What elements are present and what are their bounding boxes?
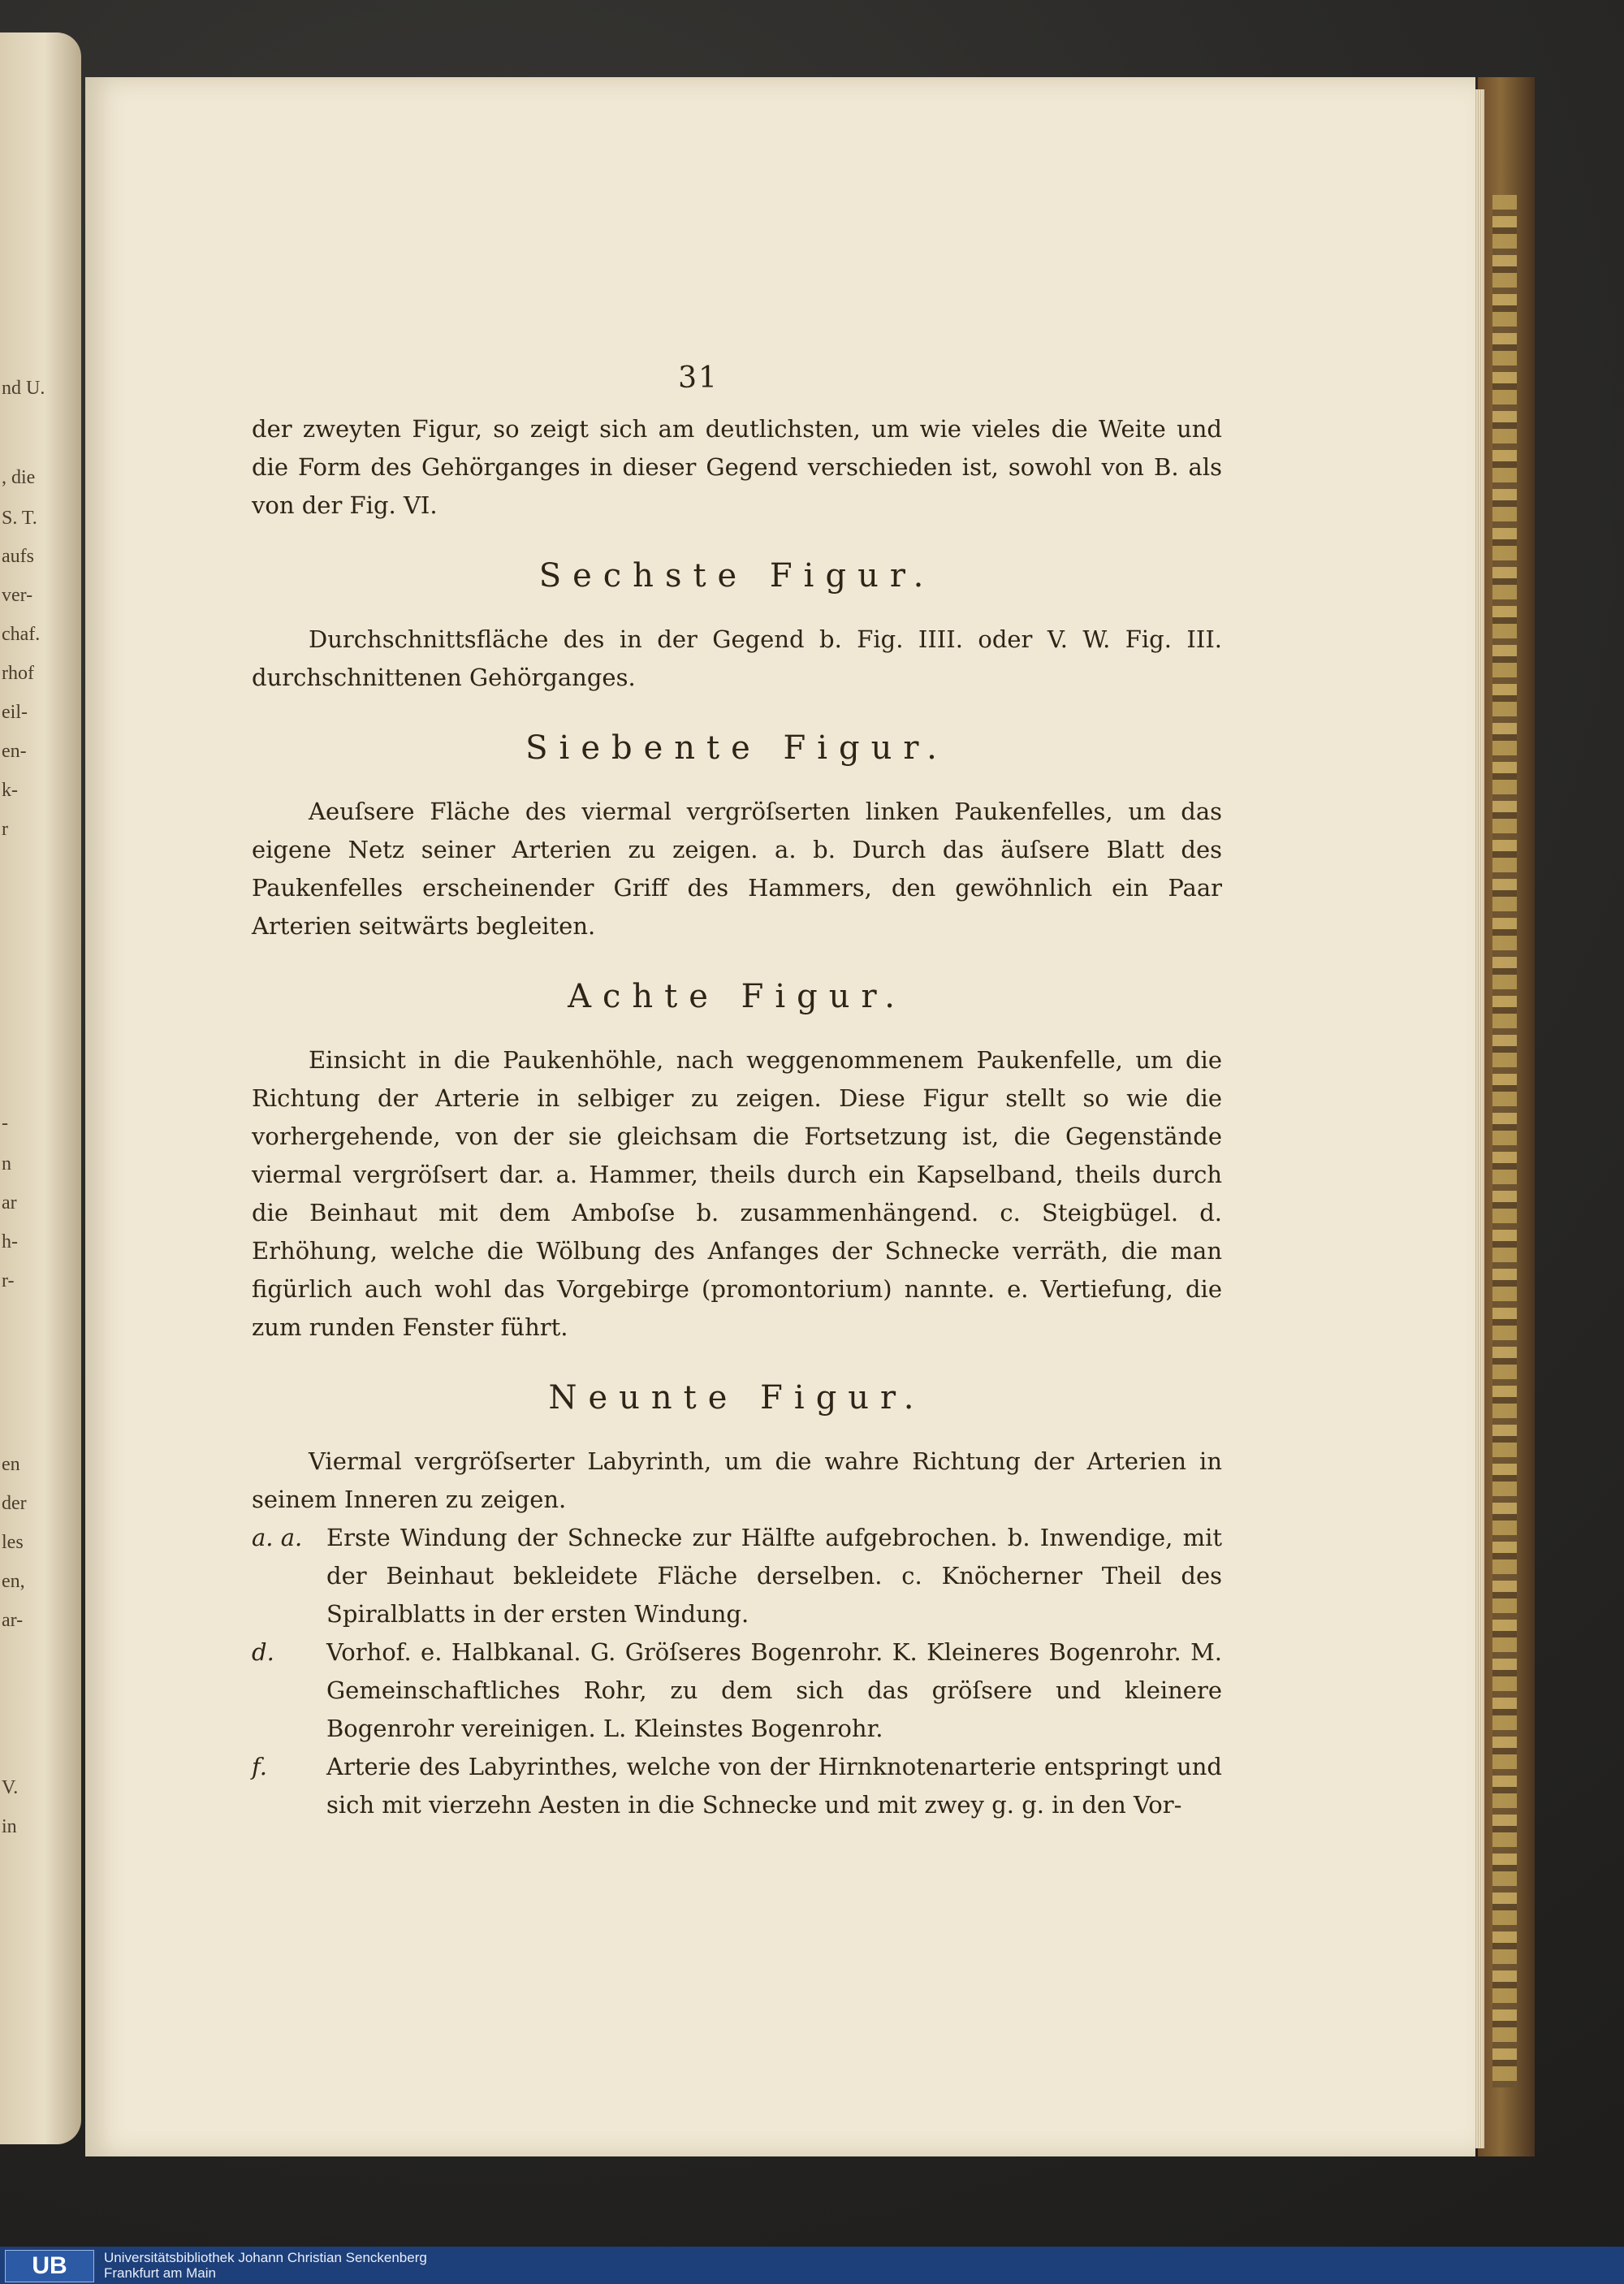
item-text: Arterie des Labyrinthes, welche von der Hirnknotenarterie entspringt und sich mit vierzehn Aesten in die Schnecke und mit zwey g. g. in den Vor- xyxy=(326,1753,1222,1819)
left-page-fragment: S. T. xyxy=(2,508,37,529)
left-page-fragment: , die xyxy=(2,467,36,488)
left-page-fragment: r- xyxy=(2,1270,15,1291)
section-text: Aeuſsere Fläche des viermal vergröſserten linken Paukenfelles, um das eigene Netz seiner Arterien zu zeigen. a. b. Durch das äuſsere Blatt des Paukenfelles erscheinender Griff des Hammers, den gewöhnlich ein Paar Arterien seitwärts begleiten. xyxy=(252,798,1222,940)
left-page-fragment: ver- xyxy=(2,585,33,606)
left-page-fragment: V. xyxy=(2,1777,19,1798)
library-name: Universitätsbibliothek Johann Christian Senckenberg xyxy=(104,2250,427,2265)
section-heading: Achte Figur. xyxy=(568,978,906,1015)
left-page-fragment: - xyxy=(2,1113,8,1134)
left-page-fragment: in xyxy=(2,1816,17,1837)
library-logo[interactable]: UB xyxy=(5,2250,94,2282)
left-page-fragment: der xyxy=(2,1493,27,1514)
list-item xyxy=(252,1519,1222,1633)
left-page-fragment: ar xyxy=(2,1192,17,1213)
left-page-fragment: aufs xyxy=(2,546,34,567)
item-marker: f. xyxy=(252,1753,267,1780)
item-text: Erste Windung der Schnecke zur Hälfte aufgebrochen. b. Inwendige, mit der Beinhaut bekleidete Fläche derselben. c. Knöcherner Theil des Spiralblatts in der ersten Windung. xyxy=(326,1524,1222,1628)
left-page-fragment: en- xyxy=(2,741,27,762)
left-page-fragment: les xyxy=(2,1532,24,1553)
library-city: Frankfurt am Main xyxy=(104,2265,216,2281)
left-page-fragment: ar- xyxy=(2,1610,24,1631)
left-page-fragment: rhof xyxy=(2,663,34,684)
section-heading: Sechste Figur. xyxy=(538,557,935,595)
library-attribution xyxy=(104,2250,427,2281)
left-page-fragment: chaf. xyxy=(2,624,41,645)
page-content xyxy=(252,410,1222,1824)
left-page-fragment: nd U. xyxy=(2,378,45,399)
left-page-fragment: en xyxy=(2,1454,20,1475)
gilt-ornament-border xyxy=(1492,195,1517,2087)
intro-paragraph: der zweyten Figur, so zeigt sich am deutlichsten, um wie vieles die Weite und die Form des Gehörganges in dieser Gegend verschieden ist, sowohl von B. als von der Fig. VI. xyxy=(252,415,1222,519)
list-item xyxy=(252,1748,1222,1824)
section-text: Einsicht in die Paukenhöhle, nach weggenommenem Paukenfelle, um die Richtung der Arterie in selbiger zu zeigen. Diese Figur stellt so wie die vorhergehende, von der sie gleichsam die Fortsetzung ist, die Gegenstände viermal vergröſsert dar. a. Hammer, theils durch ein Kapselband, theils durch die Beinhaut mit dem Amboſse b. zusammenhängend. c. Steigbügel. d. Erhöhung, welche die Wölbung des Anfanges der Schnecke verräth, die man figürlich auch wohl das Vorgebirge (promontorium) nannte. e. Vertiefung, die zum runden Fenster führt. xyxy=(252,1046,1222,1341)
figure-item-list xyxy=(252,1519,1222,1824)
section-heading: Neunte Figur. xyxy=(548,1379,926,1417)
page-number: 31 xyxy=(678,361,719,395)
left-page-fragment: n xyxy=(2,1153,11,1174)
section-text: Durchschnittsfläche des in der Gegend b. Fig. IIII. oder V. W. Fig. III. durchschnittenen Gehörganges. xyxy=(252,625,1222,691)
item-marker: a. a. xyxy=(252,1524,303,1551)
left-page-fragment: k- xyxy=(2,780,18,801)
left-facing-page xyxy=(0,32,81,2144)
list-item xyxy=(252,1633,1222,1748)
left-page-fragment: h- xyxy=(2,1231,18,1252)
section-heading: Siebente Figur. xyxy=(525,729,948,767)
left-page-fragment: en, xyxy=(2,1571,25,1592)
left-page-fragment: eil- xyxy=(2,702,28,723)
item-text: Vorhof. e. Halbkanal. G. Gröſseres Bogenrohr. K. Kleineres Bogenrohr. M. Gemeinschaftliches Rohr, zu dem sich das gröſsere und kleinere Bogenrohr vereinigen. L. Kleinstes Bogenrohr. xyxy=(326,1638,1222,1742)
section-text: Viermal vergröſserter Labyrinth, um die wahre Richtung der Arterien in seinem Inneren zu zeigen. xyxy=(252,1447,1222,1513)
item-marker: d. xyxy=(252,1638,274,1666)
left-page-fragment: r xyxy=(2,819,8,840)
